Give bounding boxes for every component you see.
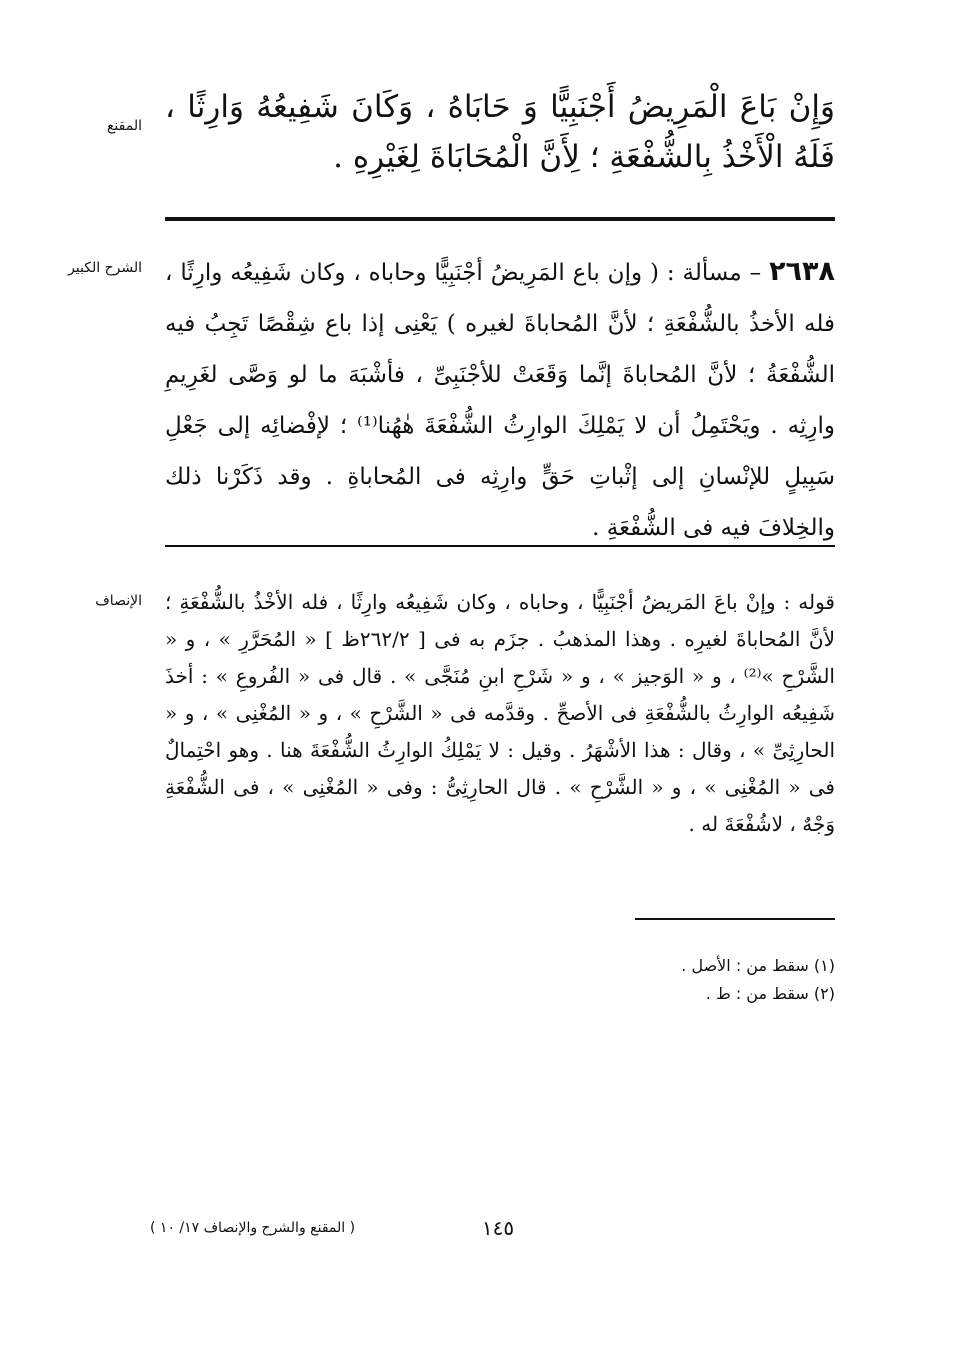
running-footer: ( المقنع والشرح والإنصاف ١٧/ ١٠ ): [150, 1220, 356, 1236]
insaf-text: قوله : وإنْ باعَ المَريضُ أجْنَبِيًّا ، وحاباه ، وكان شَفِيعُه وارِثًا ، فله الأخْذُ بالشُّفْعَةِ ؛ لأنَّ المُحاباةَ لغيرِه . وهذا المذهبُ . جزَم به فى [ ٢٦٢/٢ظ ] « المُحَرَّرِ » ، و « الشَّرْحِ »⁽²⁾ ، و « الوَجيز » ، و « شَرْحِ ابنِ مُنَجَّى » . قال فى « الفُروعِ » : أخذَ شَفِيعُه الوارِثُ بالشُّفْعَةِ فى الأصحِّ . وقدَّمه فى « الشَّرْحِ » ، و « المُغْنِى » ، و « الحارِثِىِّ » ، وقال : هذا الأشْهَرُ . وقيل : لا يَمْلِكُ الوارِثُ الشُّفْعَةَ هنا . وهو احْتِمالٌ فى « المُغْنِى » ، و « الشَّرْحِ » . قال الحارِثِىُّ : وفى « المُغْنِى » ، فى الشُّفْعَةِ وَجْهٌ ، لاشُفْعَةَ له .: [165, 590, 835, 836]
sharh-paragraph: [165, 246, 835, 554]
footnote-divider: [635, 918, 835, 920]
insaf-text-block: [165, 584, 835, 843]
sharh-text: – مسألة : ( وإن باع المَرِيضُ أجْنَبِيًّا وحاباه ، وكان شَفِيعُه وارِثًا ، فله الأخذُ بالشُّفْعَةِ ؛ لأنَّ المُحاباةَ لغيره ) يَعْنِى إذا باع شِقْصًا تَجِبُ فيه الشُّفْعَةُ ؛ لأنَّ المُحاباةَ إنَّما وَقَعَتْ للأجْنَبِىِّ ، فأشْبَهَ ما لو وَصَّى لغَرِيمِ وارِثِه . ويَحْتَمِلُ أن لا يَمْلِكَ الوارِثُ الشُّفْعَةَ هٰهُنا⁽¹⁾ ؛ لإفْضائِه إلى جَعْلِ سَبِيلٍ للإنْسانِ إلى إثْباتِ حَقٍّ وارِثِه فى المُحاباةِ . وقد ذَكَرْنا ذلك والخِلافَ فيه فى الشُّفْعَةِ .: [165, 260, 835, 541]
sharh-label: الشرح الكبير: [68, 260, 142, 276]
issue-number: ٢٦٣٨: [769, 256, 835, 287]
footnote-2: (٢) سقط من : ط .: [705, 984, 835, 1003]
section-divider-thick: [165, 217, 835, 221]
sharh-text-block: [165, 246, 835, 554]
muqni-label: المقنع: [106, 118, 142, 134]
muqni-text-block: [165, 82, 835, 182]
muqni-text: وَإِنْ بَاعَ الْمَرِيضُ أَجْنَبِيًّا وَ حَابَاهُ ، وَكَانَ شَفِيعُهُ وَارِثًا ، فَلَهُ الْأَخْذُ بِالشُّفْعَةِ ؛ لِأَنَّ الْمُحَابَاةَ لِغَيْرِهِ .: [165, 89, 835, 175]
footnotes: [681, 952, 835, 1008]
insaf-label: الإنصاف: [95, 593, 142, 609]
section-divider: [165, 545, 835, 547]
footnote-1: (١) سقط من : الأصل .: [681, 956, 835, 975]
page-number: ١٤٥: [481, 1216, 515, 1240]
